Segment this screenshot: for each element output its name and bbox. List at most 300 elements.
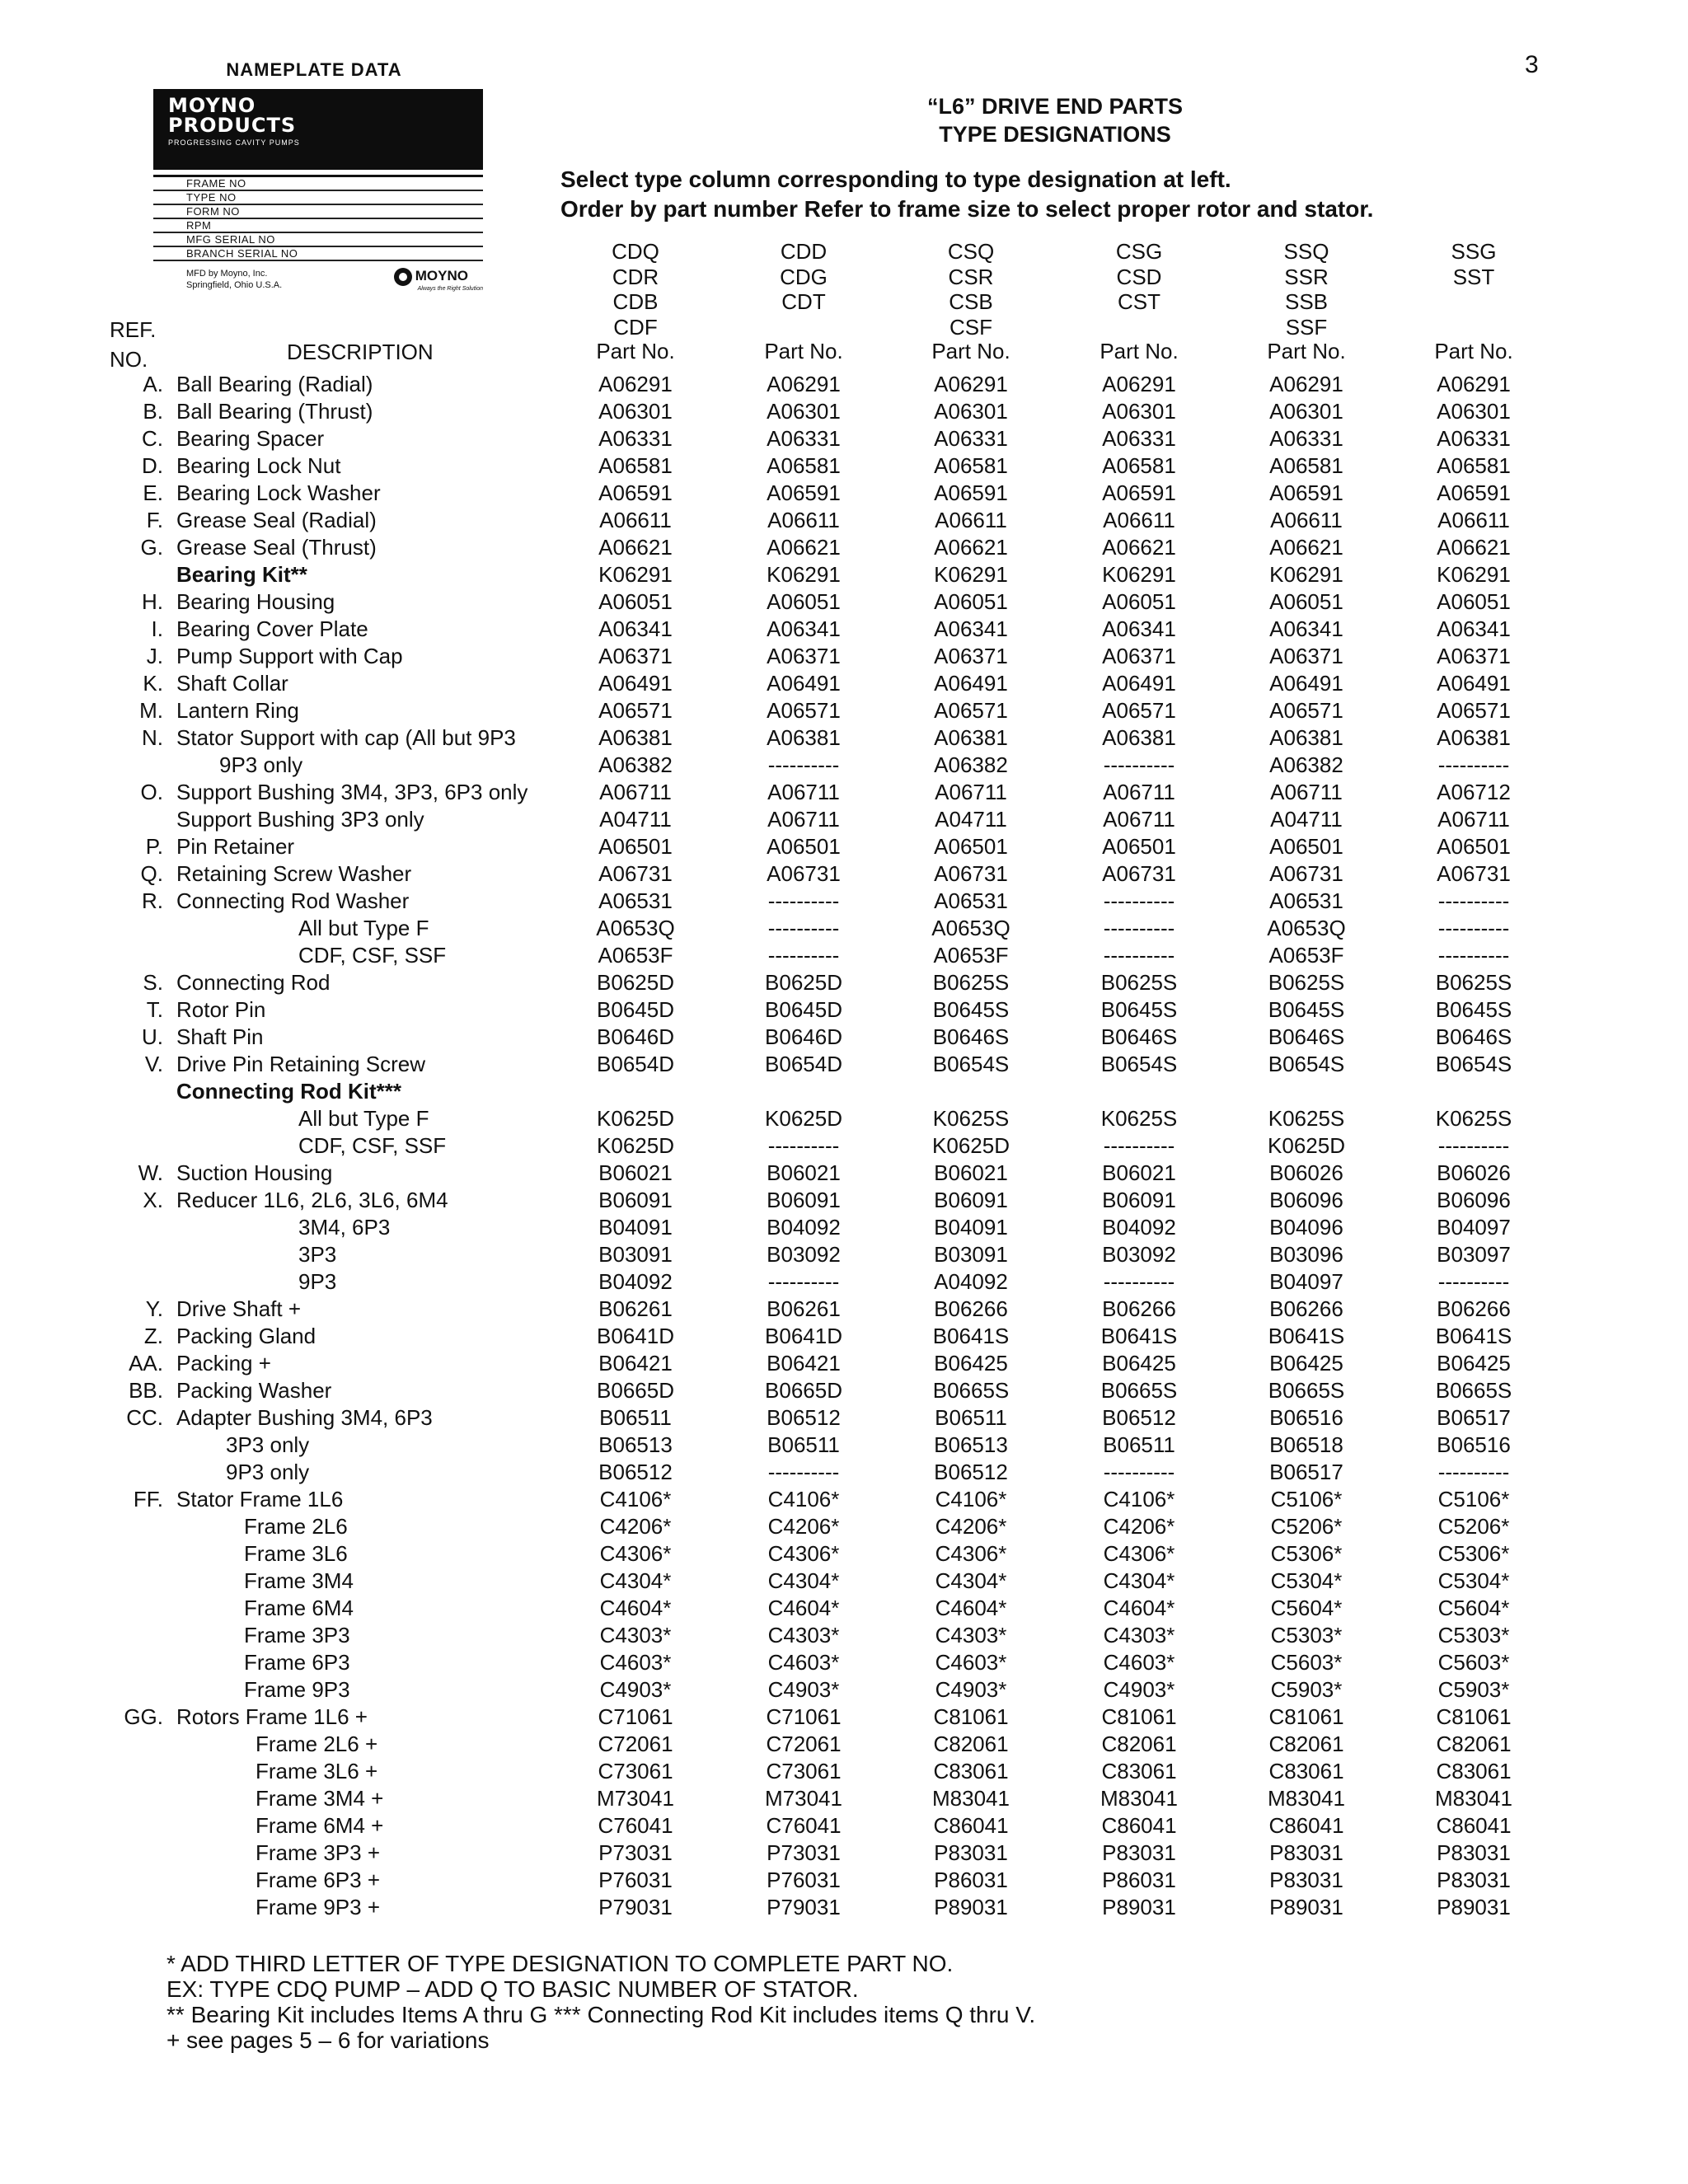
part-number-cell: A06711 bbox=[1103, 807, 1175, 832]
part-number-cell: A06611 bbox=[1103, 508, 1175, 532]
part-number-cell: A06491 bbox=[934, 671, 1008, 696]
table-row bbox=[0, 616, 1688, 643]
instructions bbox=[560, 165, 1373, 224]
part-description: Drive Pin Retaining Screw bbox=[176, 1052, 426, 1076]
part-number-cell: B06511 bbox=[1103, 1432, 1175, 1457]
table-row bbox=[0, 561, 1688, 588]
part-number-cell: A06591 bbox=[1102, 480, 1176, 505]
footnote: EX: TYPE CDQ PUMP – ADD Q TO BASIC NUMBER OF STATOR. bbox=[166, 1976, 859, 2002]
table-row bbox=[0, 1758, 1688, 1785]
part-number-cell: C4306* bbox=[935, 1541, 1007, 1566]
part-number-cell: A06621 bbox=[1269, 535, 1343, 560]
part-number-cell: A0653F bbox=[598, 943, 673, 968]
part-description: CDF, CSF, SSF bbox=[298, 943, 447, 968]
part-number-cell: A06291 bbox=[1102, 372, 1176, 396]
part-number-cell: C4306* bbox=[767, 1541, 840, 1566]
part-description: Frame 9P3 + bbox=[256, 1895, 381, 1919]
part-number-cell: A06501 bbox=[598, 834, 673, 859]
part-description: Frame 3L6 + bbox=[256, 1759, 378, 1783]
table-row bbox=[0, 915, 1688, 942]
part-number-cell: A06341 bbox=[1269, 616, 1343, 641]
part-number-cell: P73031 bbox=[598, 1840, 673, 1865]
table-row bbox=[0, 888, 1688, 915]
nameplate-footer bbox=[153, 268, 483, 292]
nameplate-field: BRANCH SERIAL NO bbox=[153, 247, 483, 261]
part-number-cell: ---------- bbox=[767, 943, 840, 968]
nameplate-field: TYPE NO bbox=[153, 191, 483, 205]
page-number: 3 bbox=[1525, 51, 1539, 78]
table-row bbox=[0, 752, 1688, 779]
part-number-cell: B04091 bbox=[598, 1215, 673, 1240]
part-number-cell: C81061 bbox=[1436, 1704, 1512, 1729]
part-number-cell: A06711 bbox=[767, 780, 840, 804]
part-description: Bearing Spacer bbox=[176, 426, 325, 451]
part-number-cell: B06421 bbox=[767, 1351, 841, 1376]
part-number-cell: A06711 bbox=[767, 807, 840, 832]
part-number-cell: A06611 bbox=[1270, 508, 1343, 532]
part-number-cell: A06331 bbox=[1102, 426, 1176, 451]
ref-number: AA. bbox=[129, 1351, 163, 1376]
part-number-cell: B06421 bbox=[598, 1351, 673, 1376]
table-row bbox=[0, 1187, 1688, 1214]
part-number-cell: A06051 bbox=[1102, 589, 1176, 614]
part-description: Shaft Collar bbox=[176, 671, 288, 696]
part-number-cell: M83041 bbox=[1435, 1786, 1512, 1811]
part-number-cell: A06731 bbox=[934, 861, 1008, 886]
part-number-cell: A06341 bbox=[934, 616, 1008, 641]
part-number-cell: A06621 bbox=[767, 535, 841, 560]
part-description: 3M4, 6P3 bbox=[298, 1215, 391, 1240]
part-number-cell: K06291 bbox=[934, 562, 1008, 587]
part-description: Grease Seal (Thrust) bbox=[176, 535, 377, 560]
part-number-cell: A06301 bbox=[767, 399, 841, 424]
part-number-cell: C4106* bbox=[599, 1487, 672, 1511]
part-number-cell: A06291 bbox=[1269, 372, 1343, 396]
nameplate-mfd-line1: MFD by Moyno, Inc. bbox=[186, 269, 268, 279]
table-row bbox=[0, 1649, 1688, 1676]
type-designation: CST bbox=[1118, 289, 1160, 314]
part-number-cell: C83061 bbox=[933, 1759, 1009, 1783]
table-row bbox=[0, 724, 1688, 752]
part-number-cell: P79031 bbox=[598, 1895, 673, 1919]
part-number-cell: B06513 bbox=[598, 1432, 673, 1457]
part-number-cell: A06341 bbox=[598, 616, 673, 641]
part-number-cell: A06371 bbox=[934, 644, 1008, 668]
part-description: Frame 6M4 + bbox=[256, 1813, 384, 1838]
part-number-cell: A06531 bbox=[598, 888, 673, 913]
part-description: Stator Support with cap (All but 9P3 bbox=[176, 725, 516, 750]
ref-number: G. bbox=[140, 535, 163, 560]
part-number-cell: A06731 bbox=[1269, 861, 1343, 886]
table-row bbox=[0, 1350, 1688, 1377]
nameplate-manufacturer bbox=[153, 268, 282, 292]
ref-number: X. bbox=[143, 1188, 163, 1212]
part-number-cell: P89031 bbox=[1269, 1895, 1343, 1919]
part-number-cell: C82061 bbox=[1268, 1732, 1344, 1756]
part-description: Bearing Housing bbox=[176, 589, 335, 614]
part-number-cell: A06491 bbox=[1269, 671, 1343, 696]
table-row bbox=[0, 371, 1688, 398]
table-row bbox=[0, 1486, 1688, 1513]
part-number-cell: C4604* bbox=[1103, 1596, 1175, 1620]
type-column-header bbox=[905, 239, 1037, 364]
ref-number: S. bbox=[143, 970, 163, 995]
ref-number: Q. bbox=[140, 861, 163, 886]
table-row bbox=[0, 1867, 1688, 1894]
part-number-cell: B0665S bbox=[1268, 1378, 1345, 1403]
part-number-cell: P76031 bbox=[767, 1868, 841, 1892]
table-row bbox=[0, 1268, 1688, 1296]
type-designation: CDF bbox=[613, 314, 658, 340]
part-number-cell: A06571 bbox=[1102, 698, 1176, 723]
part-number-cell: A06381 bbox=[1437, 725, 1511, 750]
type-designation: CSQ bbox=[947, 239, 995, 264]
part-description: All but Type F bbox=[298, 916, 429, 940]
part-number-cell: A06611 bbox=[767, 508, 840, 532]
part-number-cell: B0665D bbox=[765, 1378, 842, 1403]
part-number-cell: C4106* bbox=[767, 1487, 840, 1511]
part-description: Connecting Rod bbox=[176, 970, 331, 995]
part-number-cell: B0625S bbox=[1100, 970, 1178, 995]
part-number-cell: A06621 bbox=[1102, 535, 1176, 560]
part-number-cell: C82061 bbox=[933, 1732, 1009, 1756]
nameplate-field: FORM NO bbox=[153, 205, 483, 219]
part-number-cell: ---------- bbox=[1103, 1269, 1175, 1294]
part-number-cell: C4303* bbox=[767, 1623, 840, 1647]
table-row bbox=[0, 996, 1688, 1024]
part-number-cell: B0645S bbox=[1100, 997, 1178, 1022]
part-number-cell: A06331 bbox=[1437, 426, 1511, 451]
ref-number: P. bbox=[145, 834, 163, 859]
part-description: All but Type F bbox=[298, 1106, 429, 1131]
part-number-cell: C81061 bbox=[1268, 1704, 1344, 1729]
part-description: Shaft Pin bbox=[176, 1024, 264, 1049]
moyno-tagline: Always the Right Solution bbox=[417, 286, 483, 292]
part-number-cell: B06261 bbox=[767, 1296, 841, 1321]
part-number-cell: A06301 bbox=[1269, 399, 1343, 424]
type-designation: CSF bbox=[950, 314, 992, 340]
part-number-cell: C82061 bbox=[1436, 1732, 1512, 1756]
part-number-cell: B04092 bbox=[1102, 1215, 1176, 1240]
type-designation: SSF bbox=[1285, 314, 1328, 340]
part-number-cell: K06291 bbox=[598, 562, 673, 587]
ref-number: E. bbox=[143, 480, 163, 505]
type-designation: CSR bbox=[948, 264, 994, 289]
part-number-cell: A06291 bbox=[934, 372, 1008, 396]
part-number-cell: A06491 bbox=[1102, 671, 1176, 696]
part-description: Ball Bearing (Thrust) bbox=[176, 399, 373, 424]
table-row bbox=[0, 1513, 1688, 1540]
part-number-cell: C4303* bbox=[1103, 1623, 1175, 1647]
part-number-cell: C73061 bbox=[598, 1759, 673, 1783]
ref-number: K. bbox=[143, 671, 163, 696]
part-number-cell: A06371 bbox=[1269, 644, 1343, 668]
part-number-cell: B06425 bbox=[934, 1351, 1008, 1376]
part-description: Connecting Rod Kit*** bbox=[176, 1079, 401, 1104]
part-number-cell: B03091 bbox=[934, 1242, 1008, 1267]
part-number-cell: A06381 bbox=[1269, 725, 1343, 750]
part-number-cell: C5303* bbox=[1270, 1623, 1343, 1647]
part-no-header: Part No. bbox=[1267, 339, 1346, 363]
part-number-cell: C83061 bbox=[1101, 1759, 1177, 1783]
part-number-cell: A06581 bbox=[767, 453, 841, 478]
part-number-cell: B06512 bbox=[934, 1460, 1008, 1484]
part-description: Frame 3M4 bbox=[244, 1568, 354, 1593]
part-number-cell: P83031 bbox=[1269, 1840, 1343, 1865]
part-number-cell: B06516 bbox=[1437, 1432, 1511, 1457]
type-column-header bbox=[1240, 239, 1372, 364]
moyno-logo bbox=[394, 268, 468, 286]
part-number-cell: A04711 bbox=[599, 807, 672, 832]
part-number-cell: B06096 bbox=[1437, 1188, 1511, 1212]
part-number-cell: B0641S bbox=[1268, 1324, 1345, 1348]
part-number-cell: A06331 bbox=[598, 426, 673, 451]
part-number-cell: B0645S bbox=[1435, 997, 1512, 1022]
part-number-cell: B0654D bbox=[765, 1052, 842, 1076]
table-row bbox=[0, 452, 1688, 480]
table-row bbox=[0, 1540, 1688, 1568]
type-designation: CSG bbox=[1115, 239, 1163, 264]
table-row bbox=[0, 670, 1688, 697]
part-number-cell: B0646S bbox=[1100, 1024, 1178, 1049]
part-number-cell: C4304* bbox=[1103, 1568, 1175, 1593]
table-row bbox=[0, 1024, 1688, 1051]
part-number-cell: K0625D bbox=[1268, 1133, 1345, 1158]
part-number-cell: B06261 bbox=[598, 1296, 673, 1321]
part-description: Reducer 1L6, 2L6, 3L6, 6M4 bbox=[176, 1188, 448, 1212]
part-number-cell: C4306* bbox=[599, 1541, 672, 1566]
table-row bbox=[0, 697, 1688, 724]
part-number-cell: K06291 bbox=[1102, 562, 1176, 587]
nameplate-field: MFG SERIAL NO bbox=[153, 233, 483, 247]
table-row bbox=[0, 1595, 1688, 1622]
table-row bbox=[0, 1241, 1688, 1268]
part-number-cell: K0625S bbox=[1268, 1106, 1345, 1131]
ref-number: U. bbox=[142, 1024, 163, 1049]
part-number-cell: B0665S bbox=[932, 1378, 1010, 1403]
part-number-cell: ---------- bbox=[767, 1133, 840, 1158]
type-designation bbox=[1408, 289, 1540, 315]
part-number-cell: P89031 bbox=[1102, 1895, 1176, 1919]
ref-number: W. bbox=[138, 1160, 163, 1185]
part-number-cell: B0646S bbox=[932, 1024, 1010, 1049]
part-number-cell: B0625D bbox=[597, 970, 674, 995]
part-description: Packing + bbox=[176, 1351, 271, 1376]
part-number-cell: C4304* bbox=[767, 1568, 840, 1593]
table-row bbox=[0, 480, 1688, 507]
part-number-cell: C81061 bbox=[933, 1704, 1009, 1729]
ref-number: GG. bbox=[124, 1704, 163, 1729]
part-number-cell: M73041 bbox=[765, 1786, 842, 1811]
part-number-cell: ---------- bbox=[1437, 888, 1510, 913]
part-number-cell: A06501 bbox=[1437, 834, 1511, 859]
type-designation: SSR bbox=[1284, 264, 1329, 289]
part-number-cell: K0625D bbox=[765, 1106, 842, 1131]
part-description: Packing Gland bbox=[176, 1324, 316, 1348]
part-number-cell: B06021 bbox=[767, 1160, 841, 1185]
part-number-cell: C5304* bbox=[1437, 1568, 1510, 1593]
part-number-cell: C5604* bbox=[1270, 1596, 1343, 1620]
part-number-cell: C4903* bbox=[1103, 1677, 1175, 1702]
part-number-cell: B04092 bbox=[767, 1215, 841, 1240]
part-description: Bearing Cover Plate bbox=[176, 616, 368, 641]
table-row bbox=[0, 534, 1688, 561]
part-number-cell: A06301 bbox=[1437, 399, 1511, 424]
part-number-cell: A06382 bbox=[598, 752, 673, 777]
footnote: + see pages 5 – 6 for variations bbox=[166, 2027, 490, 2053]
part-description: Pump Support with Cap bbox=[176, 644, 403, 668]
part-number-cell: C4603* bbox=[935, 1650, 1007, 1675]
type-designation: CDG bbox=[780, 264, 828, 289]
part-number-cell: C4603* bbox=[767, 1650, 840, 1675]
part-number-cell: C5303* bbox=[1437, 1623, 1510, 1647]
part-number-cell: C4603* bbox=[599, 1650, 672, 1675]
nameplate-brand-line2: PRODUCTS bbox=[168, 114, 297, 137]
part-number-cell: A06301 bbox=[1102, 399, 1176, 424]
part-number-cell: A06611 bbox=[599, 508, 672, 532]
part-number-cell: M83041 bbox=[932, 1786, 1010, 1811]
part-description: Stator Frame 1L6 bbox=[176, 1487, 344, 1511]
type-designation: CDD bbox=[780, 239, 828, 264]
nameplate-mfd-line2: Springfield, Ohio U.S.A. bbox=[186, 280, 283, 290]
part-number-cell: C72061 bbox=[598, 1732, 673, 1756]
table-row bbox=[0, 1296, 1688, 1323]
part-number-cell: A06571 bbox=[1269, 698, 1343, 723]
part-number-cell: B06096 bbox=[1269, 1188, 1343, 1212]
part-number-cell: B03097 bbox=[1437, 1242, 1511, 1267]
nameplate-field: RPM bbox=[153, 219, 483, 233]
part-number-cell: B0625S bbox=[932, 970, 1010, 995]
part-number-cell: A0653F bbox=[1268, 943, 1344, 968]
ref-number: R. bbox=[142, 888, 163, 913]
part-number-cell: A06491 bbox=[767, 671, 841, 696]
part-number-cell: A0653Q bbox=[931, 916, 1010, 940]
part-number-cell: P83031 bbox=[1102, 1840, 1176, 1865]
part-number-cell: B0665S bbox=[1100, 1378, 1178, 1403]
part-number-cell: C4304* bbox=[935, 1568, 1007, 1593]
type-designation: CDB bbox=[612, 289, 659, 314]
type-designation: CDT bbox=[781, 289, 826, 314]
part-number-cell: B06425 bbox=[1437, 1351, 1511, 1376]
part-number-cell: A06711 bbox=[1270, 780, 1343, 804]
part-number-cell: C5603* bbox=[1437, 1650, 1510, 1675]
footnotes bbox=[166, 1951, 1035, 2053]
table-row bbox=[0, 1840, 1688, 1867]
part-number-cell: B06266 bbox=[1437, 1296, 1511, 1321]
table-row bbox=[0, 1459, 1688, 1486]
part-number-cell: A06611 bbox=[935, 508, 1007, 532]
part-number-cell: A0653Q bbox=[1267, 916, 1346, 940]
part-number-cell: K06291 bbox=[767, 562, 841, 587]
part-number-cell: A06371 bbox=[767, 644, 841, 668]
part-number-cell: A06382 bbox=[934, 752, 1008, 777]
nameplate-fields bbox=[153, 175, 483, 261]
type-designation bbox=[1408, 315, 1540, 340]
part-number-cell: B06512 bbox=[598, 1460, 673, 1484]
part-number-cell: K0625D bbox=[932, 1133, 1010, 1158]
part-number-cell: A06731 bbox=[598, 861, 673, 886]
ref-number: H. bbox=[142, 589, 163, 614]
type-designation: CDQ bbox=[612, 239, 659, 264]
part-number-cell: A06591 bbox=[767, 480, 841, 505]
part-number-cell: C71061 bbox=[766, 1704, 842, 1729]
type-designation: SSG bbox=[1451, 239, 1497, 264]
part-description: Rotor Pin bbox=[176, 997, 266, 1022]
part-number-cell: A06621 bbox=[1437, 535, 1511, 560]
part-number-cell: A06051 bbox=[1269, 589, 1343, 614]
part-number-cell: A06571 bbox=[934, 698, 1008, 723]
part-number-cell: C4903* bbox=[935, 1677, 1007, 1702]
part-number-cell: A06731 bbox=[1102, 861, 1176, 886]
part-number-cell: P73031 bbox=[767, 1840, 841, 1865]
part-description: Lantern Ring bbox=[176, 698, 299, 723]
part-number-cell: B0646S bbox=[1268, 1024, 1345, 1049]
table-row bbox=[0, 860, 1688, 888]
part-number-cell: A06591 bbox=[934, 480, 1008, 505]
part-number-cell: B0641S bbox=[1100, 1324, 1178, 1348]
part-number-cell: A06571 bbox=[767, 698, 841, 723]
part-number-cell: ---------- bbox=[767, 752, 840, 777]
table-row bbox=[0, 1568, 1688, 1595]
part-number-cell: B06091 bbox=[1102, 1188, 1176, 1212]
part-number-cell: A06381 bbox=[598, 725, 673, 750]
part-number-cell: P76031 bbox=[598, 1868, 673, 1892]
part-number-cell: P83031 bbox=[1437, 1868, 1511, 1892]
part-description: Frame 2L6 bbox=[244, 1514, 348, 1539]
part-number-cell: A06581 bbox=[1437, 453, 1511, 478]
part-description: Frame 6P3 bbox=[244, 1650, 350, 1675]
title-line2: TYPE DESIGNATIONS bbox=[939, 122, 1171, 147]
part-number-cell: C4206* bbox=[1103, 1514, 1175, 1539]
table-row bbox=[0, 1676, 1688, 1704]
part-number-cell: C4604* bbox=[767, 1596, 840, 1620]
part-number-cell: A06531 bbox=[1269, 888, 1343, 913]
ref-number: B. bbox=[143, 399, 163, 424]
part-number-cell: A06531 bbox=[934, 888, 1008, 913]
part-number-cell: K0625D bbox=[597, 1133, 674, 1158]
part-number-cell: C5306* bbox=[1270, 1541, 1343, 1566]
part-number-cell: B06021 bbox=[934, 1160, 1008, 1185]
part-description: Packing Washer bbox=[176, 1378, 332, 1403]
part-description: Rotors Frame 1L6 + bbox=[176, 1704, 368, 1729]
part-number-cell: A06491 bbox=[1437, 671, 1511, 696]
ref-number: N. bbox=[142, 725, 163, 750]
part-number-cell: B04097 bbox=[1269, 1269, 1343, 1294]
part-number-cell: P86031 bbox=[1102, 1868, 1176, 1892]
part-number-cell: A06501 bbox=[767, 834, 841, 859]
part-description: Suction Housing bbox=[176, 1160, 333, 1185]
type-designation: CDR bbox=[612, 264, 659, 289]
part-description: Frame 3L6 bbox=[244, 1541, 348, 1566]
part-number-cell: A06341 bbox=[1437, 616, 1511, 641]
part-number-cell: A04092 bbox=[934, 1269, 1008, 1294]
part-number-cell: B06425 bbox=[1269, 1351, 1343, 1376]
part-number-cell: B0645S bbox=[1268, 997, 1345, 1022]
table-row bbox=[0, 425, 1688, 452]
table-row bbox=[0, 1160, 1688, 1187]
part-number-cell: B0625S bbox=[1268, 970, 1345, 995]
part-number-cell: C82061 bbox=[1101, 1732, 1177, 1756]
part-number-cell: B03096 bbox=[1269, 1242, 1343, 1267]
nameplate-field: FRAME NO bbox=[153, 177, 483, 191]
part-number-cell: B0641S bbox=[1435, 1324, 1512, 1348]
instructions-line2: Order by part number Refer to frame size to select proper rotor and stator. bbox=[560, 196, 1374, 222]
part-number-cell: A06711 bbox=[935, 780, 1007, 804]
part-no-header: Part No. bbox=[596, 339, 675, 363]
part-number-cell: B06517 bbox=[1437, 1405, 1511, 1430]
part-description: Ball Bearing (Radial) bbox=[176, 372, 373, 396]
ref-number: M. bbox=[139, 698, 163, 723]
